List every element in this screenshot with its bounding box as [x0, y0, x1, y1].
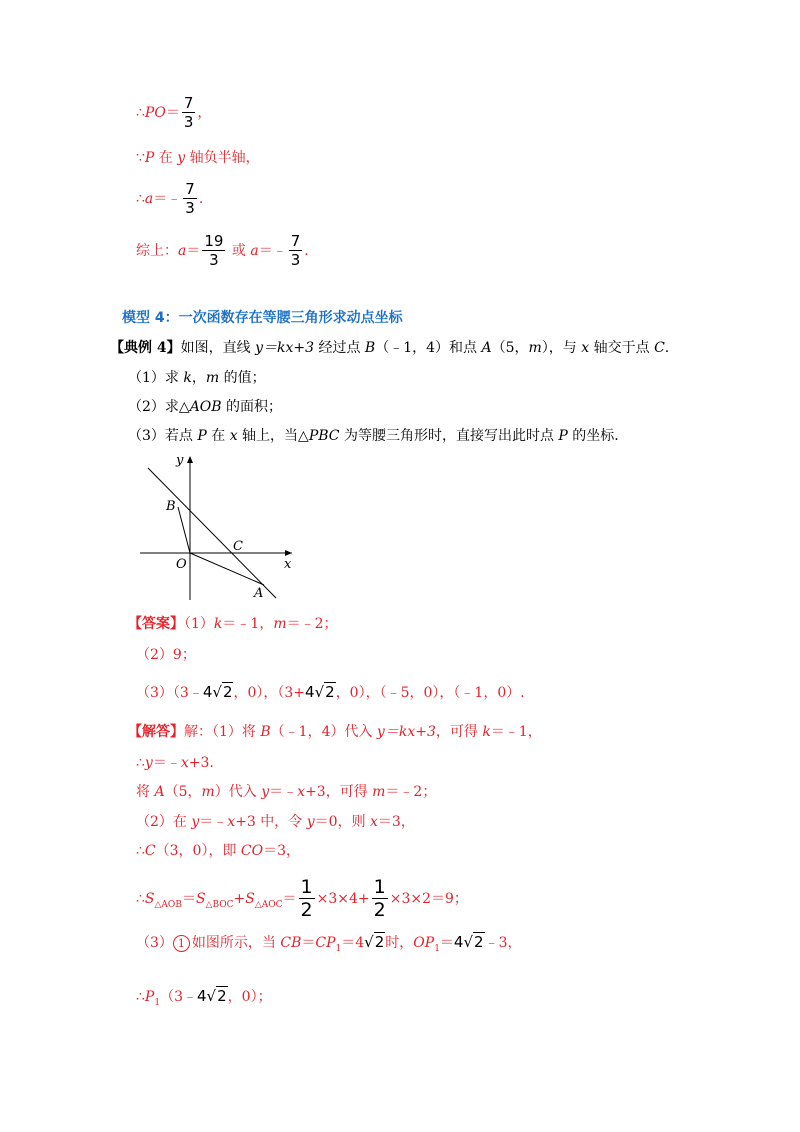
label-x: x: [284, 557, 292, 572]
fraction: $\frac{1}{2}$: [373, 876, 386, 921]
example-stem: 【典例 4】如图，直线 y＝kx+3 经过点 B（﹣1，4）和点 A（5，m），与 x 轴交于点 C.: [110, 340, 670, 356]
label-b: B: [166, 499, 176, 514]
line-y-kx-3: [148, 468, 276, 598]
answer-tag: 【答案】: [128, 616, 184, 632]
radical-expression: 4√2: [202, 683, 233, 701]
radical-expression: 4√2: [305, 683, 335, 701]
fraction: $\frac{7}{3}$: [185, 180, 195, 217]
segment-ob: [178, 507, 190, 553]
fraction: $\frac{7}{3}$: [183, 94, 194, 131]
answer-line-1: 【答案】（1）k＝﹣1，m＝﹣2；: [128, 616, 338, 632]
question-2: （2）求△AOB 的面积；: [128, 399, 283, 415]
label-y: y: [176, 453, 184, 468]
radical-expression: √2: [364, 933, 385, 951]
question-3: （3）若点 P 在 x 轴上，当△PBC 为等腰三角形时，直接写出此时点 P 的坐标.: [128, 428, 619, 444]
question-1: （1）求 k，m 的值；: [128, 370, 266, 386]
solution-step-4: （2）在 y＝﹣x+3 中，令 y＝0，则 x＝3，: [136, 814, 415, 830]
segment-oa: [190, 553, 264, 585]
solution-line-po: ∴PO＝ $\frac{7}{3}$ ，: [136, 94, 212, 131]
model-heading: 模型 4：一次函数存在等腰三角形求动点坐标: [122, 310, 403, 326]
solution-step-3: 将 A（5，m）代入 y＝﹣x+3，可得 m＝﹣2；: [136, 784, 437, 800]
radical-expression: 4√2: [197, 987, 227, 1005]
fraction: $\frac{19}{3}$: [204, 232, 224, 269]
solution-line-summary: 综上：a＝ $\frac{19}{3}$ 或 a＝﹣ $\frac{7}{3}$ .: [136, 232, 309, 269]
label-a: A: [254, 586, 264, 601]
radical-expression: 4√2: [453, 933, 484, 951]
answer-line-3: （3）（3﹣4√2，0），（3+4√2，0），（﹣5，0），（﹣1，0）.: [136, 683, 525, 701]
solution-step-7: （3） 1 如图所示，当 $CB=CP_1=4√2$时，$OP_1=4√2﹣3$，: [136, 933, 522, 954]
coordinate-figure: [136, 452, 296, 602]
answer-line-2: （2）9；: [136, 647, 196, 663]
y-axis-arrow-icon: [187, 456, 193, 463]
solution-line-a: ∴a＝﹣ $\frac{7}{3}$ .: [136, 180, 204, 217]
label-o: O: [176, 557, 187, 572]
circled-number-icon: 1: [173, 935, 190, 952]
fraction: $\frac{1}{2}$: [300, 876, 313, 921]
solution-step-1: 【解答】解：（1）将 B（﹣1，4）代入 y＝kx+3，可得 k＝﹣1，: [128, 724, 542, 740]
solution-step-5: ∴C（3，0），即 CO＝3，: [136, 843, 301, 859]
solution-tag: 【解答】: [128, 724, 184, 740]
solution-step-6: $\therefore S_{\triangle AOB}=S_{\triangle BOC}+S_{\triangle AOC}=$ $\frac{1}{2}$ ×3×4+ $\frac{1}{2}$ ×3×2＝9；: [136, 876, 468, 921]
solution-line-p-axis: ∵P 在 y 轴负半轴，: [136, 150, 260, 166]
solution-step-8: $\therefore P_1(3﹣4√2$，0）；: [136, 987, 272, 1008]
fraction: $\frac{7}{3}$: [290, 232, 301, 269]
example-tag: 【典例 4】: [110, 340, 181, 356]
solution-step-2: ∴y＝﹣x+3.: [136, 755, 214, 771]
label-c: C: [233, 539, 243, 554]
x-axis-arrow-icon: [285, 550, 292, 556]
